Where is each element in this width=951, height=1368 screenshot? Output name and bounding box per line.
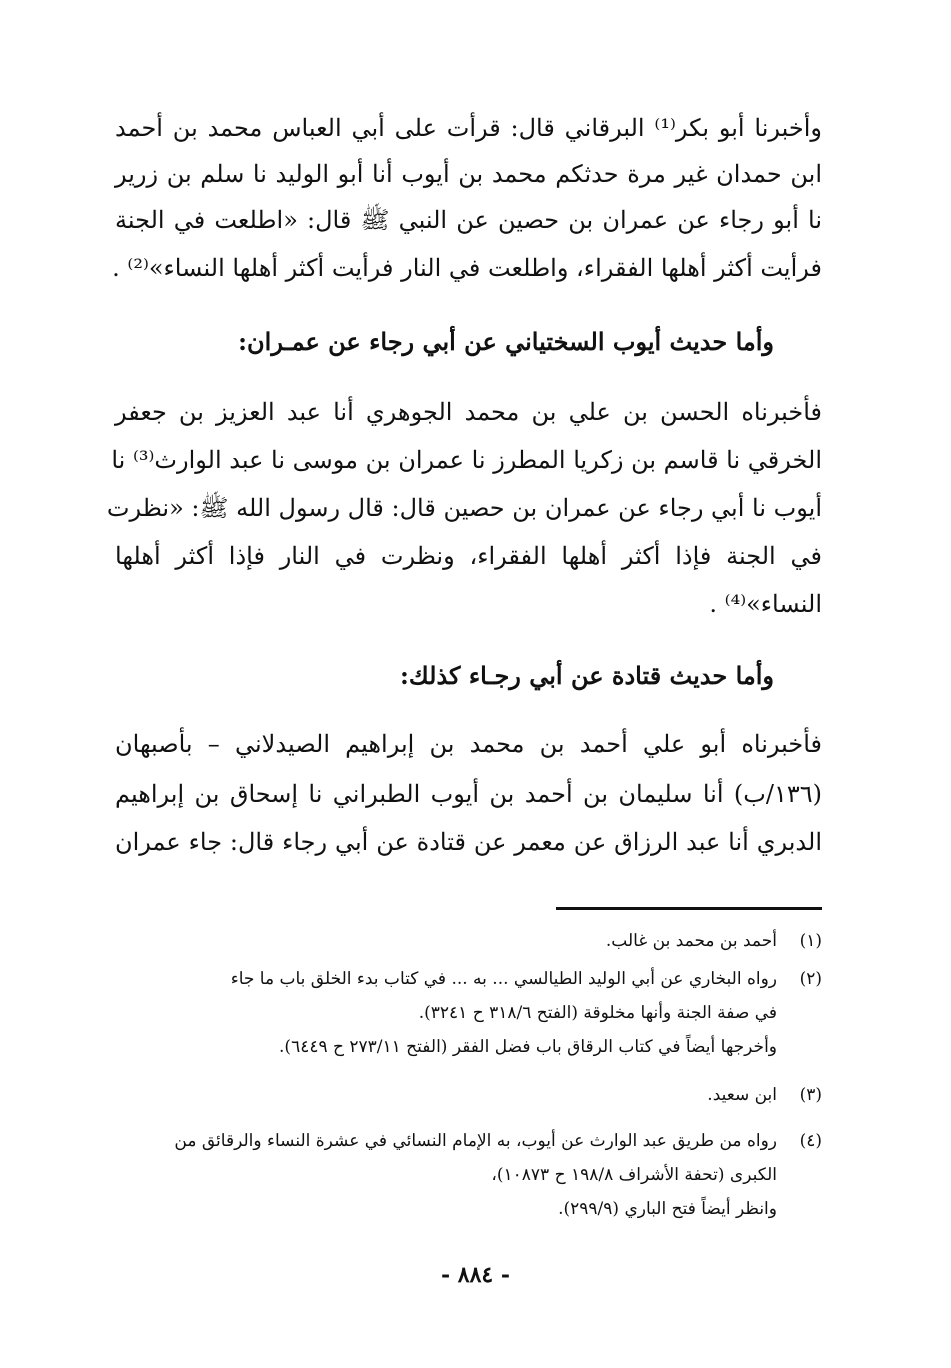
footnote-text: رواه البخاري عن أبي الوليد الطيالسي ... به ... في كتاب بدء الخلق باب ما جاء (230, 969, 777, 989)
paragraph-line: ابن حمدان غير مرة حدثكم محمد بن أيوب أنا أبو الوليد نا سلم بن زرير (115, 160, 822, 188)
footnote (115, 1080, 822, 1110)
footnote-text: أحمد بن محمد بن غالب. (605, 931, 777, 951)
paragraph-line: (١٣٦/ب) أنا سليمان بن أحمد بن أيوب الطبراني نا إسحاق بن إبراهيم (115, 780, 822, 808)
section-heading: وأما حديث أيوب السختياني عن أبي رجاء عن عمـران: (238, 327, 774, 356)
paragraph-line: الدبري أنا عبد الرزاق عن معمر عن قتادة عن أبي رجاء قال: جاء عمران (115, 828, 822, 856)
paragraph-line: في الجنة فإذا أكثر أهلها الفقراء، ونظرت في النار فإذا أكثر أهلها (115, 542, 822, 570)
paragraph-line: نا أبو رجاء عن عمران بن حصين عن النبي ﷺ قال: «اطلعت في الجنة (115, 206, 822, 234)
footnote-number: (١) (799, 931, 822, 951)
footnote-text: رواه من طريق عبد الوارث عن أيوب، به الإمام النسائي في عشرة النساء والرقائق من (174, 1131, 777, 1151)
footnote-number: (٢) (799, 969, 822, 989)
footnote (115, 1126, 822, 1156)
page-number: - ٨٨٤ - (440, 1262, 511, 1288)
paragraph-line: فأخبرناه أبو علي أحمد بن محمد بن إبراهيم الصيدلاني – بأصبهان (115, 730, 822, 758)
footnote-text: وأخرجها أيضاً في كتاب الرقاق باب فضل الفقر (الفتح ٢٧٣/١١ ح ٦٤٤٩). (279, 1037, 777, 1057)
footnotes (115, 926, 822, 1246)
footnote-text: في صفة الجنة وأنها مخلوقة (الفتح ٣١٨/٦ ح ٣٢٤١). (418, 1003, 777, 1023)
footnote-text: ابن سعيد. (707, 1085, 777, 1105)
paragraph-line: الخرقي نا قاسم بن زكريا المطرز نا عمران بن موسى نا عبد الوارث⁽³⁾ نا (111, 446, 822, 474)
section-heading-2-block (115, 656, 822, 700)
footnote (115, 926, 822, 956)
footnote (115, 964, 822, 994)
footnote-number: (٣) (799, 1085, 822, 1105)
footnote-text: الكبرى (تحفة الأشراف ١٩٨/٨ ح ١٠٨٧٣)، (491, 1165, 777, 1185)
footnote-separator (556, 907, 822, 910)
paragraph-line: وأخبرنا أبو بكر⁽¹⁾ البرقاني قال: قرأت على أبي العباس محمد بن أحمد (115, 114, 822, 142)
footnote-number: (٤) (799, 1131, 822, 1151)
paragraph-line: النساء»⁽⁴⁾ . (709, 590, 822, 618)
paragraph-line: أيوب نا أبي رجاء عن عمران بن حصين قال: قال رسول الله ﷺ: «نظرت (106, 494, 822, 522)
footnote-text: وانظر أيضاً فتح الباري (٢٩٩/٩). (558, 1199, 777, 1219)
paragraph-line: فأخبرناه الحسن بن علي بن محمد الجوهري أنا عبد العزيز بن جعفر (115, 398, 822, 426)
paragraph-line: فرأيت أكثر أهلها الفقراء، واطلعت في النار فرأيت أكثر أهلها النساء»⁽²⁾ . (112, 254, 822, 282)
section-heading-1-block (115, 322, 822, 366)
paragraph-3 (115, 724, 822, 870)
section-heading: وأما حديث قتادة عن أبي رجـاء كذلك: (400, 661, 774, 690)
paragraph-2 (106, 392, 822, 632)
paragraph-1 (112, 108, 822, 298)
